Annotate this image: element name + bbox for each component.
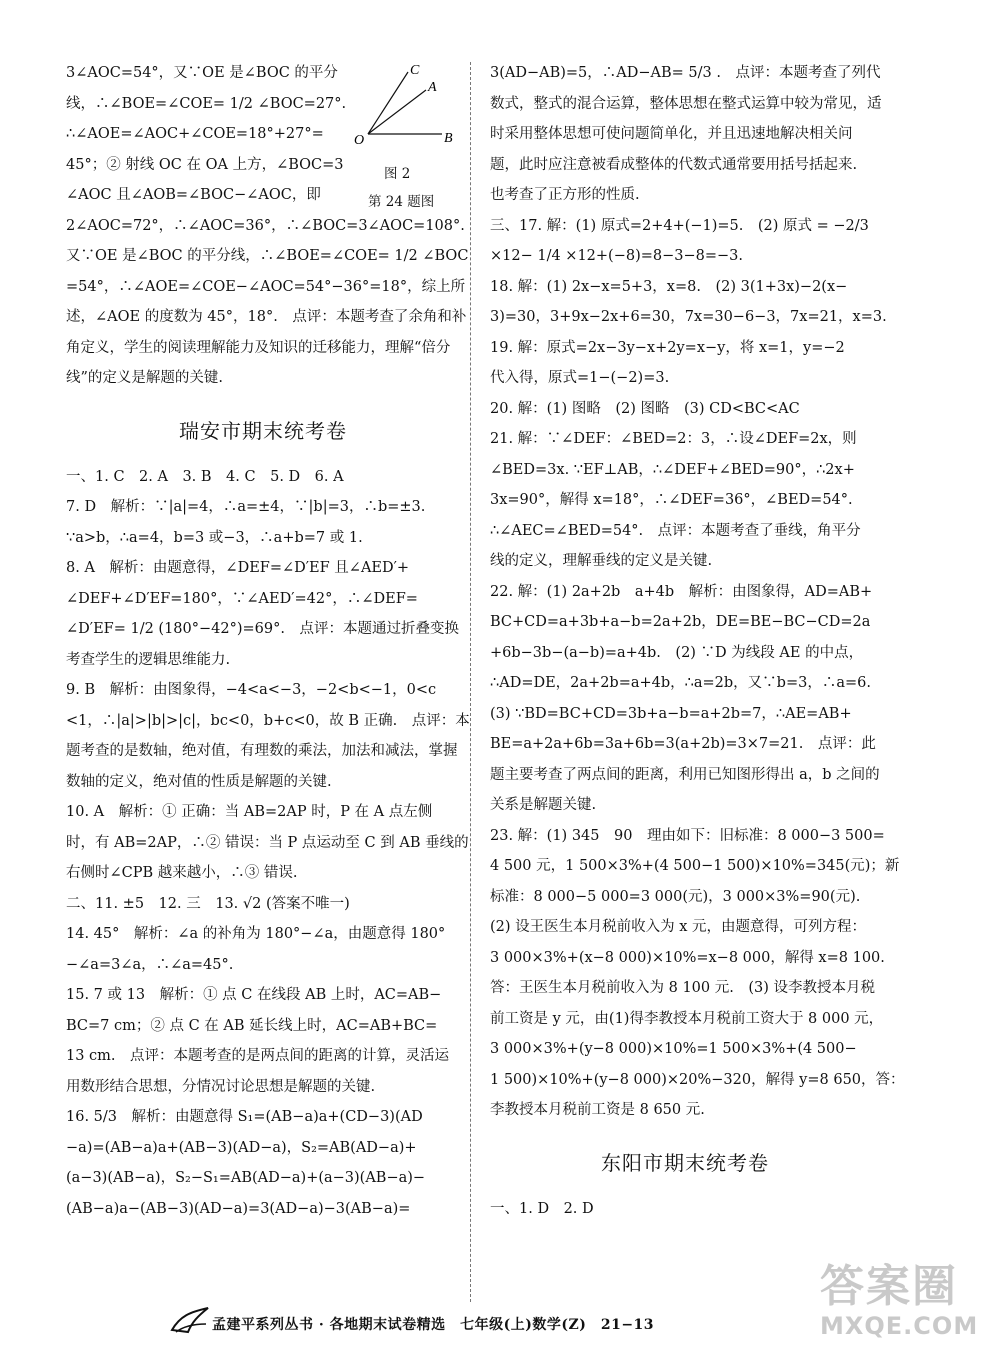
text-line: ∠DEF+∠D′EF=180°，∵∠AED′=42°，∴∠DEF= — [66, 590, 418, 607]
text-line: 8. A 解析：由题意得，∠DEF=∠D′EF 且∠AED′+ — [66, 560, 410, 576]
text-line: 数式，整式的混合运算，整体思想在整式运算中较为常见，适 — [490, 95, 882, 112]
text-line: 3)=30，3+9x−2x+6=30，7x=30−6−3，7x=21，x=3. — [490, 309, 887, 325]
text-line: <1，∴|a|>|b|>|c|，bc<0，b+c<0，故 B 正确. 点评：本 — [66, 712, 470, 729]
text-line: 9. B 解析：由图象得，−4<a<−3，−2<b<−1，0<c — [66, 682, 437, 698]
text-line: 考查学生的逻辑思维能力. — [66, 651, 231, 668]
text-line: 2∠AOC=72°，∴∠AOC=36°，∴∠BOC=3∠AOC=108°. — [66, 217, 465, 234]
text-line: (AB−a)a−(AB−3)(AD−a)=3(AD−a)−3(AB−a)= — [66, 1200, 411, 1217]
text-line: =54°，∴∠AOE=∠COE−∠AOC=54°−36°=18°，综上所 — [66, 278, 466, 295]
text-line: 又∵OE 是∠BOC 的平分线，∴∠BOE=∠COE= 1/2 ∠BOC — [66, 248, 469, 264]
text-line: 1 500)×10%+(y−8 000)×20%−320，解得 y=8 650，答： — [490, 1071, 905, 1088]
label-a: A — [428, 80, 437, 95]
page-footer: 孟建平系列丛书 · 各地期末试卷精选 七年级(上)数学(Z) 21−13 — [212, 1317, 655, 1333]
watermark-en: MXQE.COM — [820, 1312, 979, 1340]
column-divider — [470, 62, 471, 1302]
text-line: 3(AD−AB)=5，∴AD−AB= 5/3 . 点评：本题考查了列代 — [490, 65, 881, 81]
text-line: ∴∠AEC=∠BED=54°. 点评：本题考查了垂线，角平分 — [490, 522, 861, 539]
text-line: 角定义，学生的阅读理解能力及知识的迁移能力，理解“倍分 — [66, 339, 451, 356]
label-b: B — [444, 131, 453, 146]
text-line: 标准：8 000−5 000=3 000(元)，3 000×3%=90(元). — [490, 888, 861, 905]
text-line: 7. D 解析：∵|a|=4，∴a=±4，∵|b|=3，∴b=±3. — [66, 499, 426, 515]
text-line: BC+CD=a+3b+a−b=2a+2b，DE=BE−BC−CD=2a — [490, 614, 871, 630]
text-line: 线的定义，理解垂线的定义是关键. — [490, 553, 713, 569]
text-line: 时采用整体思想可使问题简单化，并且迅速地解决相关问 — [490, 126, 853, 142]
text-line: 一、1. D 2. D — [490, 1200, 594, 1217]
text-line: 19. 解：原式=2x−3y−x+2y=x−y，将 x=1，y=−2 — [490, 339, 845, 356]
text-line: 4 500 元，1 500×3%+(4 500−1 500)×10%=345(元)；新 — [490, 858, 900, 874]
section-title-ruian: 瑞安市期末统考卷 — [179, 418, 347, 443]
text-line: −a)=(AB−a)a+(AB−3)(AD−a)，S₂=AB(AD−a)+ — [66, 1139, 417, 1156]
text-line: 李教授本月税前工资是 8 650 元. — [490, 1102, 705, 1118]
text-line: 数轴的定义，绝对值的性质是解题的关键. — [66, 773, 332, 790]
text-line: 述，∠AOE 的度数为 45°，18°. 点评：本题考查了余角和补 — [66, 309, 467, 325]
section-title-dongyang: 东阳市期末统考卷 — [601, 1150, 769, 1175]
text-line: 20. 解：(1) 图略 (2) 图略 (3) CD<BC<AC — [490, 400, 800, 417]
text-line: 16. 5/3 解析：由题意得 S₁=(AB−a)a+(CD−3)(AD — [66, 1109, 423, 1125]
text-line: 22. 解：(1) 2a+2b a+4b 解析：由图象得，AD=AB+ — [490, 583, 873, 600]
text-line: 关系是解题关键. — [490, 797, 597, 813]
text-line: 题考查的是数轴，绝对值，有理数的乘法，加法和减法，掌握 — [66, 743, 458, 759]
text-line: (3) ∵BD=BC+CD=3b+a−b=a+2b=7，∴AE=AB+ — [490, 705, 852, 722]
text-line: 15. 7 或 13 解析：① 点 C 在线段 AB 上时，AC=AB− — [66, 987, 442, 1003]
text-line: 21. 解：∵∠DEF：∠BED=2：3，∴设∠DEF=2x，则 — [490, 431, 857, 447]
text-line: 3∠AOC=54°，又∵OE 是∠BOC 的平分 — [66, 65, 338, 81]
text-line: 13 cm. 点评：本题考查的是两点间的距离的计算，灵活运 — [66, 1048, 450, 1064]
text-line: 线”的定义是解题的关键. — [66, 370, 224, 386]
label-c: C — [410, 63, 420, 78]
label-o: O — [354, 133, 365, 148]
text-line: 23. 解：(1) 345 90 理由如下：旧标准：8 000−3 500= — [490, 827, 885, 844]
text-line: 三、17. 解：(1) 原式=2+4+(−1)=5. (2) 原式 = −2/3 — [490, 217, 869, 234]
text-line: 答：王医生本月税前收入为 8 100 元. (3) 设李教授本月税 — [490, 980, 875, 996]
text-line: +6b−3b−(a−b)=a+4b. (2) ∵D 为线段 AE 的中点， — [490, 644, 864, 661]
text-line: (a−3)(AB−a)，S₂−S₁=AB(AD−a)+(a−3)(AB−a)− — [66, 1170, 426, 1186]
text-line: ∴AD=DE，2a+2b=a+4b，∴a=2b，又∵b=3，∴a=6. — [490, 675, 871, 691]
text-line: 也考查了正方形的性质. — [490, 187, 640, 203]
text-line: ∠AOC 且∠AOB=∠BOC−∠AOC，即 — [66, 187, 321, 203]
text-line: 前工资是 y 元，由(1)得李教授本月税前工资大于 8 000 元， — [490, 1010, 884, 1027]
text-line: ∠D′EF= 1/2 (180°−42°)=69°. 点评：本题通过折叠变换 — [66, 621, 459, 637]
text-line: BE=a+2a+6b=3a+6b=3(a+2b)=3×7=21. 点评：此 — [490, 736, 876, 752]
figure-caption: 图 2 — [384, 166, 411, 182]
text-line: ∵a>b，∴a=4，b=3 或−3，∴a+b=7 或 1. — [66, 529, 363, 546]
text-line: ∠BED=3x. ∵EF⊥AB，∴∠DEF+∠BED=90°，∴2x+ — [490, 461, 855, 478]
text-line: 3 000×3%+(y−8 000)×10%=1 500×3%+(4 500− — [490, 1041, 857, 1057]
figure-question-label: 第 24 题图 — [368, 194, 435, 210]
left-column — [66, 58, 470, 1224]
text-line: 18. 解：(1) 2x−x=5+3，x=8. (2) 3(1+3x)−2(x− — [490, 278, 848, 295]
text-line: 3 000×3%+(x−8 000)×10%=x−8 000，解得 x=8 100. — [490, 949, 885, 966]
text-line: ∴∠AOE=∠AOC+∠COE=18°+27°= — [66, 126, 324, 142]
text-line: ×12− 1/4 ×12+(−8)=8−3−8=−3. — [490, 248, 743, 264]
text-line: 14. 45° 解析：∠a 的补角为 180°−∠a，由题意得 180° — [66, 926, 446, 942]
text-line: 题，此时应注意被看成整体的代数式通常要用括号括起来. — [490, 156, 858, 173]
right-column — [490, 58, 905, 1224]
text-line: 二、11. ±5 12. 三 13. √2 (答案不唯一) — [66, 895, 350, 912]
text-line: 用数形结合思想，分情况讨论思想是解题的关键. — [66, 1078, 376, 1095]
text-line: 代入得，原式=1−(−2)=3. — [490, 370, 670, 386]
text-line: 右侧时∠CPB 越来越小，∴③ 错误. — [66, 865, 298, 881]
publisher-logo — [168, 1302, 212, 1338]
text-line: BC=7 cm；② 点 C 在 AB 延长线上时，AC=AB+BC= — [66, 1017, 438, 1034]
text-line: −∠a=3∠a，∴∠a=45°. — [66, 956, 234, 973]
text-line: 题主要考查了两点间的距离，利用已知图形得出 a，b 之间的 — [490, 766, 880, 783]
text-line: (2) 设王医生本月税前收入为 x 元，由题意得，可列方程： — [490, 919, 867, 935]
text-line: 10. A 解析：① 正确：当 AB=2AP 时，P 在 A 点左侧 — [66, 804, 433, 820]
text-line: 一、1. C 2. A 3. B 4. C 5. D 6. A — [66, 468, 344, 485]
text-line: 3x=90°，解得 x=18°，∴∠DEF=36°，∠BED=54°. — [490, 492, 853, 508]
text-line: 线，∴∠BOE=∠COE= 1/2 ∠BOC=27°. — [66, 95, 347, 112]
text-line: 时，有 AB=2AP，∴② 错误：当 P 点运动至 C 到 AB 垂线的 — [66, 834, 469, 851]
watermark-cn: 答案圈 — [820, 1261, 958, 1312]
site-watermark — [820, 1261, 979, 1348]
text-line: 45°；② 射线 OC 在 OA 上方，∠BOC=3 — [66, 156, 344, 173]
